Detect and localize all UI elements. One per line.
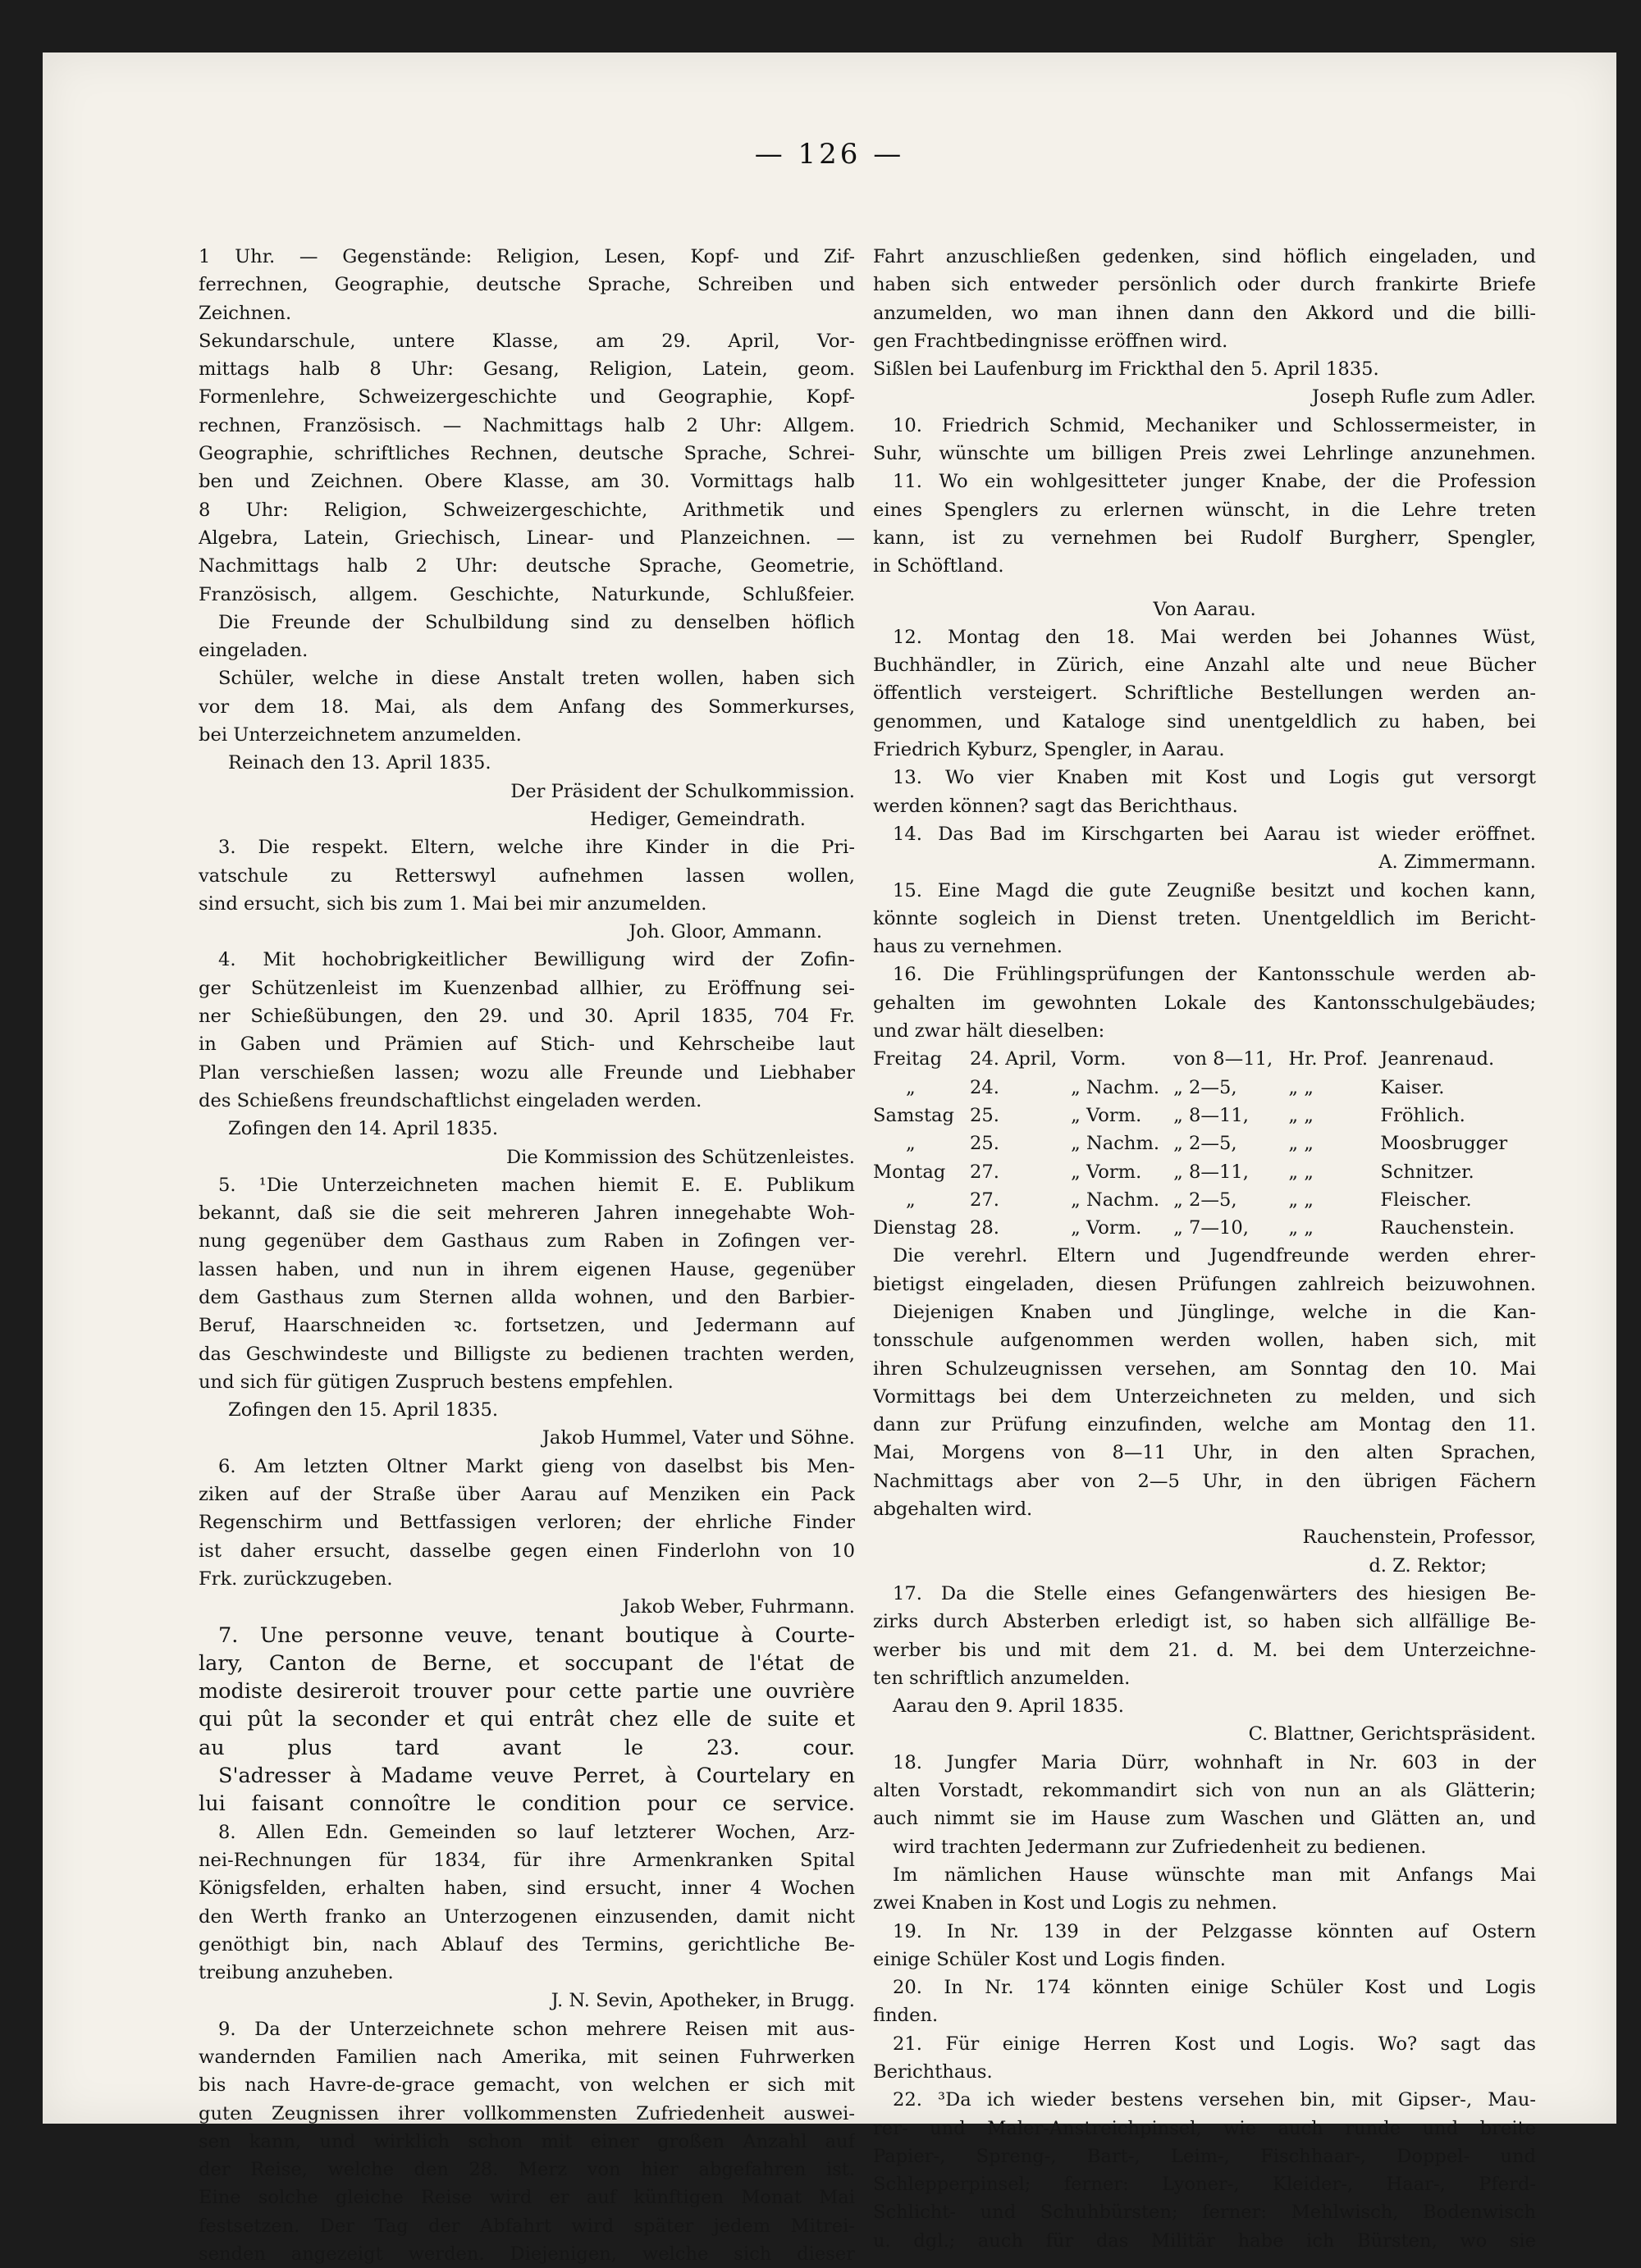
time-of-day-cell: „ Nachm. [1071, 1133, 1160, 1155]
text-line: genöthigt bin, nach Ablauf des Termins, gerichtliche Be- [199, 1933, 855, 1955]
text-line: finden. [873, 2005, 939, 2027]
text-line: 20. In Nr. 174 könnten einige Schüler Kost und Logis [893, 1977, 1536, 1999]
title-cell: „ „ [1288, 1189, 1314, 1211]
title-cell: „ „ [1288, 1133, 1314, 1155]
text-line: nei-Rechnungen für 1834, für ihre Armenkranken Spital [199, 1849, 855, 1871]
text-line: ziken auf der Straße über Aarau auf Menziken ein Pack [199, 1484, 855, 1506]
signature: Die Kommission des Schützenleistes. [506, 1146, 855, 1168]
text-line: ihren Schulzeugnissen versehen, am Sonntag den 10. Mai [873, 1358, 1536, 1380]
text-line: Regenschirm und Bettfassigen verloren; der ehrliche Finder [199, 1512, 855, 1534]
day-cell: Freitag [873, 1048, 943, 1070]
text-line: Beruf, Haarschneiden ꝛc. fortsetzen, und Jedermann auf [199, 1315, 855, 1337]
teacher-cell: Moosbrugger [1380, 1133, 1508, 1155]
hours-cell: „ 7—10, [1173, 1217, 1249, 1239]
newspaper-page [43, 52, 1616, 2266]
text-line: kann, ist zu vernehmen bei Rudolf Burgherr, Spengler, [873, 527, 1536, 549]
text-line: öffentlich versteigert. Schriftliche Bestellungen werden an- [873, 682, 1536, 705]
text-line: 1 Uhr. — Gegenstände: Religion, Lesen, Kopf- und Zif- [199, 246, 855, 267]
hours-cell: „ 2—5, [1173, 1133, 1237, 1155]
text-line: dann zur Prüfung einzufinden, welche am Montag den 11. [873, 1414, 1536, 1436]
text-line: gen Frachtbedingnisse eröffnen wird. [873, 330, 1228, 352]
day-cell: Samstag [873, 1104, 954, 1126]
text-line: guten Zeugnissen ihrer vollkommensten Zufriedenheit auswei- [199, 2102, 855, 2124]
text-line: anzumelden, wo man ihnen dann den Akkord und die billi- [873, 302, 1536, 324]
table-row [873, 1158, 1536, 1186]
text-line: bekannt, daß sie die seit mehreren Jahren innegehabte Woh- [199, 1202, 855, 1225]
table-row [873, 1102, 1536, 1129]
text-line: bei Unterzeichnetem anzumelden. [199, 724, 522, 746]
text-line: Geographie, schriftliches Rechnen, deutsche Sprache, Schrei- [199, 443, 855, 465]
right-column [873, 243, 1536, 2255]
text-line: genommen, und Kataloge sind unentgeldlich zu haben, bei [873, 710, 1536, 732]
text-line: dem Gasthaus zum Sternen allda wohnen, und den Barbier- [199, 1286, 855, 1308]
french-line: modiste desireroit trouver pour cette partie une ouvrière [199, 1679, 855, 1704]
text-line: Friedrich Kyburz, Spengler, in Aarau. [873, 739, 1225, 761]
signature: d. Z. Rektor; [1369, 1554, 1487, 1577]
text-line: Berichthaus. [873, 2061, 993, 2083]
teacher-cell: Fröhlich. [1380, 1104, 1465, 1126]
text-line: Die Freunde der Schulbildung sind zu denselben höflich [218, 611, 855, 633]
text-line: Suhr, wünschte um billigen Preis zwei Lehrlinge anzunehmen. [873, 443, 1536, 465]
time-of-day-cell: Vorm. [1071, 1048, 1127, 1070]
french-line: qui pût la seconder et qui entrât chez elle de suite et [199, 1707, 855, 1732]
text-line: Plan verschießen lassen; wozu alle Freunde und Liebhaber [199, 1061, 855, 1084]
date-cell: 27. [969, 1189, 999, 1211]
text-line: Schüler, welche in diese Anstalt treten wollen, haben sich [218, 668, 855, 690]
table-row [873, 1045, 1536, 1073]
hours-cell: „ 8—11, [1173, 1161, 1249, 1183]
text-line: senden angezeigt werden. Diejenigen, welche sich dieser [199, 2243, 855, 2266]
table-row [873, 1074, 1536, 1102]
text-line: Buchhändler, in Zürich, eine Anzahl alte und neue Bücher [873, 655, 1536, 677]
text-line: 15. Eine Magd die gute Zeugniße besitzt und kochen kann, [893, 879, 1536, 901]
day-cell: Dienstag [873, 1217, 957, 1239]
date-cell: 24. [969, 1076, 999, 1098]
text-line: Schlicht- und Schuhbürsten; ferner: Mehlwisch, Bodenwisch [873, 2202, 1536, 2224]
text-line: 4. Mit hochobrigkeitlicher Bewilligung wird der Zofin- [218, 949, 855, 971]
text-line: tonsschule aufgenommen werden wollen, haben sich, mit [873, 1330, 1536, 1352]
text-line: 18. Jungfer Maria Dürr, wohnhaft in Nr. 603 in der [893, 1751, 1536, 1773]
title-cell: „ „ [1288, 1217, 1314, 1239]
teacher-cell: Jeanrenaud. [1380, 1048, 1495, 1070]
title-cell: „ „ [1288, 1076, 1314, 1098]
date-cell: 24. April, [969, 1048, 1058, 1070]
text-line: 6. Am letzten Oltner Markt gieng von daselbst bis Men- [218, 1455, 855, 1477]
teacher-cell: Schnitzer. [1380, 1161, 1474, 1183]
text-line: ten schriftlich anzumelden. [873, 1667, 1131, 1689]
text-line: Schlepperpinsel; ferner: Lyoner-, Kleider-, Haar-, Pferd- [873, 2174, 1536, 2196]
time-of-day-cell: „ Vorm. [1071, 1104, 1142, 1126]
text-line: Fahrt anzuschließen gedenken, sind höflich eingeladen, und [873, 246, 1536, 267]
text-line: 22. ³Da ich wieder bestens versehen bin, mit Gipser-, Mau- [893, 2089, 1536, 2111]
text-line: Mai, Morgens von 8—11 Uhr, in den alten Sprachen, [873, 1442, 1536, 1464]
teacher-cell: Fleischer. [1380, 1189, 1472, 1211]
text-line: könnte sogleich in Dienst treten. Unentgeldlich im Bericht- [873, 907, 1536, 929]
time-of-day-cell: „ Vorm. [1071, 1217, 1142, 1239]
text-line: Im nämlichen Hause wünschte man mit Anfangs Mai [893, 1864, 1536, 1886]
text-line: und zwar hält dieselben: [873, 1020, 1105, 1043]
text-line: sen kann, und wirklich schon mit einer großen Anzahl auf [199, 2130, 855, 2152]
text-line: 5. ¹Die Unterzeichneten machen hiemit E. E. Publikum [218, 1174, 855, 1196]
section-heading: Von Aarau. [1153, 598, 1256, 620]
text-line: Zeichnen. [199, 302, 292, 324]
text-line: gehalten im gewohnten Lokale des Kantonsschulgebäudes; [873, 992, 1536, 1014]
text-line: Die verehrl. Eltern und Jugendfreunde werden ehrer- [893, 1245, 1536, 1267]
text-line: 8. Allen Edn. Gemeinden so lauf letzterer Wochen, Arz- [218, 1821, 855, 1843]
hours-cell: von 8—11, [1173, 1048, 1273, 1070]
text-line: haus zu vernehmen. [873, 936, 1063, 958]
french-line: lary, Canton de Berne, et soccupant de l'état de [199, 1650, 855, 1676]
date-cell: 25. [969, 1133, 999, 1155]
hours-cell: „ 2—5, [1173, 1189, 1237, 1211]
text-line: 17. Da die Stelle eines Gefangenwärters des hiesigen Be- [893, 1582, 1536, 1604]
exam-schedule-table [873, 1045, 1536, 1242]
time-of-day-cell: „ Nachm. [1071, 1076, 1160, 1098]
title-cell: „ „ [1288, 1104, 1314, 1126]
text-line: 10. Friedrich Schmid, Mechaniker und Schlossermeister, in [893, 414, 1536, 436]
text-line: Algebra, Latein, Griechisch, Linear- und Planzeichnen. — [199, 527, 855, 549]
date-line: Zofingen den 15. April 1835. [228, 1399, 499, 1421]
text-line: eingeladen. [199, 640, 309, 662]
text-line: Nachmittags aber von 2—5 Uhr, in den übrigen Fächern [873, 1470, 1536, 1492]
text-line: Diejenigen Knaben und Jünglinge, welche in die Kan- [893, 1301, 1536, 1323]
text-line: Französisch, allgem. Geschichte, Naturkunde, Schlußfeier. [199, 583, 855, 605]
text-line: rechnen, Französisch. — Nachmittags halb 2 Uhr: Allgem. [199, 414, 855, 436]
text-line: 13. Wo vier Knaben mit Kost und Logis gut versorgt [893, 767, 1536, 789]
signature: Jakob Weber, Fuhrmann. [622, 1596, 855, 1618]
french-line: lui faisant connoître le condition pour ce service. [199, 1791, 855, 1817]
signature: Rauchenstein, Professor, [1302, 1526, 1536, 1549]
text-line: 11. Wo ein wohlgesitteter junger Knabe, der die Profession [893, 471, 1536, 493]
text-line: 12. Montag den 18. Mai werden bei Johannes Wüst, [893, 626, 1536, 648]
french-line: au plus tard avant le 23. cour. [199, 1735, 855, 1760]
text-line: zwei Knaben in Kost und Logis zu nehmen. [873, 1892, 1278, 1914]
text-line: 3. Die respekt. Eltern, welche ihre Kinder in die Pri- [218, 837, 855, 859]
text-line: das Geschwindeste und Billigste zu bedienen trachten werden, [199, 1343, 855, 1365]
date-line: Aarau den 9. April 1835. [893, 1695, 1124, 1718]
text-line: lassen haben, und nun in ihrem eigenen Hause, gegenüber [199, 1258, 855, 1280]
date-cell: 28. [969, 1217, 999, 1239]
text-line: ferrechnen, Geographie, deutsche Sprache, Schreiben und [199, 274, 855, 296]
signature: Joseph Rufle zum Adler. [1312, 386, 1536, 408]
text-line: treibung anzuheben. [199, 1962, 394, 1984]
text-line: werden können? sagt das Berichthaus. [873, 795, 1238, 817]
text-line: nung gegenüber dem Gasthaus zum Raben in Zofingen ver- [199, 1230, 855, 1253]
day-cell: „ [906, 1076, 916, 1098]
text-line: Eine solche gleiche Reise wird er auf künftigen Monat Mai [199, 2187, 855, 2209]
text-line: Formenlehre, Schweizergeschichte und Geographie, Kopf- [199, 386, 855, 408]
text-line: 8 Uhr: Religion, Schweizergeschichte, Arithmetik und [199, 499, 855, 521]
table-row [873, 1129, 1536, 1157]
text-line: zirks durch Absterben erledigt ist, so haben sich allfällige Be- [873, 1611, 1536, 1633]
text-line: den Werth franko an Unterzogenen einzusenden, damit nicht [199, 1905, 855, 1928]
text-line: des Schießens freundschaftlichst eingeladen werden. [199, 1089, 702, 1111]
table-row [873, 1214, 1536, 1242]
text-line: alten Vorstadt, rekommandirt sich von nun an als Glätterin; [873, 1780, 1536, 1802]
text-line: bis nach Havre-de-grace gemacht, von welchen er sich mit [199, 2074, 855, 2097]
text-line: 9. Da der Unterzeichnete schon mehrere Reisen mit aus- [218, 2018, 855, 2040]
text-line: mittags halb 8 Uhr: Gesang, Religion, Latein, geom. [199, 358, 855, 381]
text-line: werber bis und mit dem 21. d. M. bei dem Unterzeichne- [873, 1639, 1536, 1661]
text-line: und sich für gütigen Zuspruch bestens empfehlen. [199, 1371, 674, 1393]
text-line: 16. Die Frühlingsprüfungen der Kantonsschule werden ab- [893, 964, 1536, 986]
signature: A. Zimmermann. [1378, 851, 1536, 874]
text-line: u. dgl.; auch für das Militär habe ich Bürsten, wo sie [873, 2229, 1536, 2252]
title-cell: Hr. Prof. [1288, 1048, 1369, 1070]
day-cell: „ [906, 1189, 916, 1211]
text-line: bietigst eingeladen, diesen Prüfungen zahlreich beizuwohnen. [873, 1273, 1536, 1295]
signature: C. Blattner, Gerichtspräsident. [1248, 1723, 1536, 1745]
date-cell: 27. [969, 1161, 999, 1183]
text-line: in Gaben und Prämien auf Stich- und Kehrscheibe laut [199, 1034, 855, 1056]
text-line: haben sich entweder persönlich oder durch frankirte Briefe [873, 274, 1536, 296]
text-line: eines Spenglers zu erlernen wünscht, in die Lehre treten [873, 499, 1536, 521]
french-line: S'adresser à Madame veuve Perret, à Courtelary en [218, 1764, 855, 1789]
date-line: Reinach den 13. April 1835. [228, 752, 491, 774]
text-line: Frk. zurückzugeben. [199, 1568, 393, 1590]
text-line: wird trachten Jedermann zur Zufriedenheit zu bedienen. [893, 1836, 1427, 1858]
french-line: 7. Une personne veuve, tenant boutique à Courte- [218, 1622, 855, 1648]
day-cell: Montag [873, 1161, 946, 1183]
text-line: Sekundarschule, untere Klasse, am 29. April, Vor- [199, 330, 855, 352]
page-number: — 126 — [754, 138, 905, 171]
date-line: Sißlen bei Laufenburg im Frickthal den 5. April 1835. [873, 358, 1379, 381]
left-column [199, 243, 855, 2268]
text-line: der Reise, welche den 28. Merz von hier abgefahren ist. [199, 2159, 855, 2181]
teacher-cell: Kaiser. [1380, 1076, 1445, 1098]
text-line: abgehalten wird. [873, 1499, 1033, 1521]
text-line: vor dem 18. Mai, als dem Anfang des Sommerkurses, [199, 696, 855, 718]
text-line: ist daher ersucht, dasselbe gegen einen Finderlohn von 10 [199, 1540, 855, 1562]
time-of-day-cell: „ Nachm. [1071, 1189, 1160, 1211]
signature: Der Präsident der Schulkommission. [510, 780, 855, 802]
date-cell: 25. [969, 1104, 999, 1126]
text-line: ner Schießübungen, den 29. und 30. April 1835, 704 Fr. [199, 1006, 855, 1028]
date-line: Zofingen den 14. April 1835. [228, 1118, 499, 1140]
text-line: festsetzen. Der Tag der Abfahrt wird später jedem Mitrei- [199, 2215, 855, 2237]
text-line: vatschule zu Retterswyl aufnehmen lassen wollen, [199, 865, 855, 887]
text-line: ger Schützenleist im Kuenzenbad allhier, zu Eröffnung sei- [199, 977, 855, 999]
text-line: einige Schüler Kost und Logis finden. [873, 1948, 1226, 1970]
text-line: Papier-, Spreng-, Bart-, Leim-, Fischhaar-, Doppel- und [873, 2145, 1536, 2167]
signature: Joh. Gloor, Ammann. [629, 921, 822, 943]
signature: Jakob Hummel, Vater und Söhne. [542, 1427, 855, 1449]
text-line: rer- und Maler-Anstreichpinsel, wie auch runde und breite [873, 2117, 1536, 2139]
text-line: Nachmittags halb 2 Uhr: deutsche Sprache, Geometrie, [199, 555, 855, 577]
time-of-day-cell: „ Vorm. [1071, 1161, 1142, 1183]
text-line: wandernden Familien nach Amerika, mit seinen Fuhrwerken [199, 2047, 855, 2068]
table-row [873, 1186, 1536, 1214]
text-line: Königsfelden, erhalten haben, sind ersucht, inner 4 Wochen [199, 1878, 855, 1900]
signature: Hediger, Gemeindrath. [590, 808, 806, 830]
day-cell: „ [906, 1133, 916, 1155]
text-line: 14. Das Bad im Kirschgarten bei Aarau ist wieder eröffnet. [893, 823, 1536, 845]
title-cell: „ „ [1288, 1161, 1314, 1183]
text-line: Vormittags bei dem Unterzeichneten zu melden, und sich [873, 1385, 1536, 1408]
text-line: sind ersucht, sich bis zum 1. Mai bei mir anzumelden. [199, 892, 707, 915]
hours-cell: „ 8—11, [1173, 1104, 1249, 1126]
text-line: auch nimmt sie im Hause zum Waschen und Glätten an, und [873, 1808, 1536, 1830]
text-line: ben und Zeichnen. Obere Klasse, am 30. Vormittags halb [199, 471, 855, 493]
text-line: in Schöftland. [873, 555, 1004, 577]
signature: J. N. Sevin, Apotheker, in Brugg. [551, 1990, 855, 2012]
teacher-cell: Rauchenstein. [1380, 1217, 1515, 1239]
text-line: 21. Für einige Herren Kost und Logis. Wo? sagt das [893, 2033, 1536, 2055]
text-line: 19. In Nr. 139 in der Pelzgasse könnten auf Ostern [893, 1920, 1536, 1942]
hours-cell: „ 2—5, [1173, 1076, 1237, 1098]
